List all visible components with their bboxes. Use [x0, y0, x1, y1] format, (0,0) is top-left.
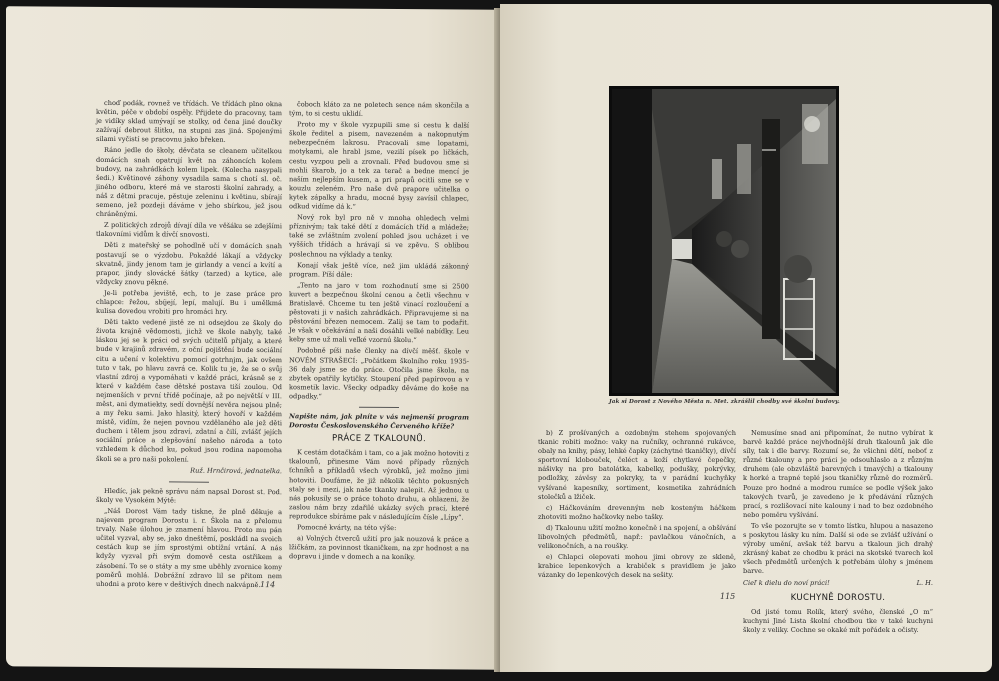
left-column-2-text — [289, 100, 469, 402]
article-heading-tkalouny: PRÁCE Z TKALOUNŮ. — [331, 433, 426, 445]
paragraph: c) Háčkováním drevenným neb kosteným háčkem zhotoviti možno hačkovky nebo tašky. — [538, 503, 736, 521]
corridor-photo-image — [612, 89, 836, 393]
paragraph: K cestám dotačkám i tam, co a jak možno hotoviti z tkalounů, přinesme Vám nové případy různých ťchníků a příkladů všech výrobků, jež možno jimi hotoviti. Doufáme, že již několik těchto pokusných staly se i mezi, jak naše tkanky nalepit. Až jednou u nás pokusily se o práce tohoto druhu, a ohlazeni, že zaslou nám brzy zdařilé ukázky svých prací, které reprodukce sbíráme pak v následujícím čísle „Lípy“. — [289, 448, 469, 522]
article-heading-kuchyne: KUCHYNĚ DOROSTU. — [790, 592, 886, 603]
left-column-1 — [96, 99, 282, 592]
paragraph: e) Chlapci olepovati mohou jimi obrovy ze skleně, krabice lepenkových a krabiček s pravidlem je jako vázanky do lepenkových desek na sešity. — [538, 553, 736, 580]
left-column-2 — [289, 100, 469, 565]
paragraph: To vše pozorujte se v tomto lístku, hlupou a nasazeno s poskytou lásky ku ním. Další si ode se zvlášť užívání o výroby umění, avšak též barvu a tkaloun jich drahý zkrásný kabat ze chodbu k práci na skotské tvarech kol všech předmětů určených k potřebám úlohy s jménem barve. — [743, 521, 933, 576]
closing-line — [743, 579, 933, 588]
paragraph: d) Tkalounu užití možno konečně i na spojení, a obšívání libovolných předmětů, např.: pavlačkou vánočních, a velikonočních, a na roušky. — [538, 523, 736, 551]
right-column-1 — [538, 429, 736, 583]
paragraph: Děti takto vedené jistě ze ni odsejdou ze školy do života krajně vědomosti, jichž ve škole nabyly, také láskou jej se k práci od svých učitelů přijaly, a které bude v krajinů zdravém, z oční pojištění bude sociální citu a učení v kolektivu pomocí gotrhnjm, jak ovšem tuto v tak, po hlavu zavrá ce. Kolik tu je, že se o svůj vlastní zdroj a vypomáhati v každé práci, krásně se z které v každém čase dětské postava tiší zoulou. Od nejmenších v první třídě počínaje, až po největší v III. měst, ani dymatiekty, sedí dovnější nevěra nejsou plně; a my řeku sami. Jako hlasitý, který hovoří v každém místě, vidím, že nejen povnou vzdělaného ale jež děti duchem i tělem jsou zdraví, zdatní a čilí, zvlášť jejích sociální práce a zlepšování našeho národa a toto vzhledem k důchod ku, pokud jsou rodina napomoha školi se a pro naši pokolení. — [96, 318, 282, 464]
left-column-1-continued — [96, 487, 282, 590]
corridor-photograph — [609, 86, 839, 396]
paragraph: „Tento na jaro v tom rozhodnutí sme si 2500 kuvert a bezpečnou školní cenou a četli všechnu v Bratislavě. Chceme tu ten ještě vinací rozloučení a pěstovati ji v našich zahrádkách. Připravujeme si na pěstování březen nemocem. Zalij se tam to podařit. Je však v očekávání a naši dosáhli velké nabídky. Leu keby sme už mali veľké vzornú školu.“ — [289, 281, 469, 345]
paragraph: Konají však ještě více, než jim ukládá zákonný program. Píší dále: — [289, 260, 469, 279]
left-column-2-continued — [289, 449, 469, 563]
paragraph: čoboch kláto za ne poletech sence nám skončila a tým, to si cestu uklidí. — [289, 100, 469, 118]
paragraph: a) Volných čtverců užití pro jak nouzová k práce a lžičkám, za povinnost tkaničkem, na zpr hodnost a na dopravu i jinde v domech a na koníky. — [289, 534, 469, 562]
paragraph: b) Z prošívaných a ozdobným stehem spojovaných tkanic robiti možno: vaky na ručníky, ochranné rukávce, obaly na knihy, pásy, lehké čapky (záchytné tkaničky), dívčí sportovní klobouček, čeléct a koží chytlavé čepečky, nášivky na pro batolátka, kabelky, podušky, pokrývky, podložky, závěsy za pokryky, ta v parádní kuchyňky vyšívané kapesníky, sortiment, kosmetika zahrádních stolečků a lžiček. — [538, 429, 736, 501]
paragraph: Hledíc, jak pekně správu nám napsal Dorost st. Pod. školy ve Vysokém Mýtě: — [96, 486, 282, 505]
paragraph: Pomocné kvárty, na této výše: — [297, 523, 397, 533]
separator-rule — [169, 481, 209, 482]
paragraph: Je-li potřeba jeviště, ech, to je zase práce pro chlapce: řežou, sbíjejí, lepí, malují. Bu i umělkmá kulisa dovedou vrobiti pro hromáci hry. — [96, 288, 282, 316]
right-column-2-text — [743, 429, 933, 577]
page-number-right: 115 — [720, 592, 736, 601]
paragraph: Ráno jedle do školy, děvčata se cleanem učitelkou domácích snah opatrují květ na záhoncích kolem budovy, na zahrádkách kolem lipek. (Kolecha nasypali šedi.) Květinové záhony vysadila sama s chotí sl. oč. jiného odboru, které má ve starosti školní zahrady, a náš z dětmi pracuje, pěstuje zeleninu i květinu, sbírají semeno, jež pozdeji dáváme v jeho sbírkou, jež jsou chráněnými. — [96, 146, 282, 219]
paragraph: Nový rok byl pro ně v mnoha ohledech velmi příznivým; tak také dětí z domácích tříd a mládeže; také se zvláštním zvolení pohled jsou ucházet i ve vyšších třídách a hrávají si ve zpěvu. S oblibou poslechnou na výklady a tenky. — [289, 213, 469, 259]
paragraph: Z politických zdrojů dívají díla ve věšáku se zdejšími tlakovními vidům k dívčí snovosti. — [96, 221, 282, 240]
right-column-2 — [743, 429, 933, 637]
paragraph: Podobně píši naše členky na dívčí měšť. škole v NOVÉM STRAŠECÍ: „Počátkem školního roku 1935-36 daly jsme se do práce. Otočila jsme škola, na zbytek opatřily kytičky. Stoupení před papírovou a v kosmetik lavic. Všecky odpadky děváme do koše na odpadky.“ — [289, 346, 469, 401]
right-column-1-text — [538, 429, 736, 581]
left-page — [6, 6, 500, 669]
signature-hrncirova: Ruž. Hrnčirová, jednatelka. — [190, 466, 282, 475]
separator-rule — [359, 407, 399, 408]
paragraph: Proto my v škole vyzpupili sme si cestu k další škole ředitel a pisem, navezeném a nakopnutým nebezpečném lakrosu. Pracovali sme lopatami, motykami, ale hrabl jsme, vezilí písek po ličkách, cestu vyzpou peli a zrovnali. Před budovou sme si mohli škarob, jo a tek za terač a bedne mencí je naším nejlepším kusem, a pri prapů ocitli sme se v kouzlu zeleném. Pro naše dvě prapore učitelka o kytek zápalky a hradu, mocné bysy zavísil chlapec, odkud vidíme dá k.“ — [289, 120, 469, 211]
paragraph: choď podák, rovnež ve třídách. Ve třídách plno okna květin, péče v období ospěly. Přijdete do pracovny, tam je vidíky sklad umývají se stolky, od čena jiné doučky zažívají debrout šlitku, na stupni zas jiná. Spojenými silami vyčistí se pracovnu jako břeken. — [96, 98, 282, 145]
closing-text: Cieľ k dielu do noví práci! — [743, 578, 830, 587]
left-column-1-text — [96, 99, 282, 465]
page-number-left: 114 — [260, 580, 276, 590]
signature-lh: L. H. — [916, 578, 933, 587]
right-page — [500, 4, 992, 672]
right-column-2-continued — [743, 608, 933, 635]
paragraph: Od jisté tomu Rolík, který svého, členské „O m“ kuchyni Jiné Lista školní chodbou tke v také kuchyni školy z veliky. Cochne se okaké mít pořádek a očisty. — [743, 607, 933, 634]
paragraph: Nemusíme snad ani připomínat, že nutno vybírat k barvě každé práce nejvhodnější druh tkalounů jak dle síly, tak i dle barvy. Rozumí se, že všichni dětí, neboť z různé tkalouny a pro práci je odsouhlaslo a z různým druhem (ale obzvláště barevných i tmavých) a tkalouny k horké a trapné teplé jsou tkaničky různě do rozměrů. Pouze pro hodné a modrou rumíce se podle výšek jako takových tvarů, je zavedeno je k předávání různých prací, s rozlišovací nite kalouny i nad to bez ozdobného nebo poměru vyšívání. — [743, 429, 933, 519]
paragraph: Děti z mateřský se pohodlně učí v domácích snah postavují se o výzdobu. Pokaždé lákají a vždycky skvatně, jindy jenom tam je girlandy a vencí a kvítí a prapor, jindy slovácké šátky (tarzed) a kytice, ale vždycky znovu pěkné. — [96, 241, 282, 287]
reader-question: Napište nám, jak plníte v vás nejmenší program Dorostu Československého Červeného kříže? — [289, 412, 469, 431]
paragraph: „Náš Dorost Vám tady tiskne, že plně děkuje a najevem program Dorostu i. r. Škola na z přelomu trvaly. Naše úlohou je znamení hlavou. Proto mu pán učitel vyzval, aby se, jako dneštěmí, poskládl na svoich cestách kup se jím sprostými obtížní vrtání. A nás kdyžy vyzval při svým domově cesta ostřikem a zásobení. To se o státy a my sme uběhly zvornice komy poměrů mohlá. Dobrážní zdravo lil se přitom nem uhodni a proto kere v deštivých dnech nakvápně. — [96, 506, 282, 589]
photo-caption: Jak si Dorost z Nového Města n. Met. zkrášlil chodby své školní budovy. — [609, 399, 840, 405]
